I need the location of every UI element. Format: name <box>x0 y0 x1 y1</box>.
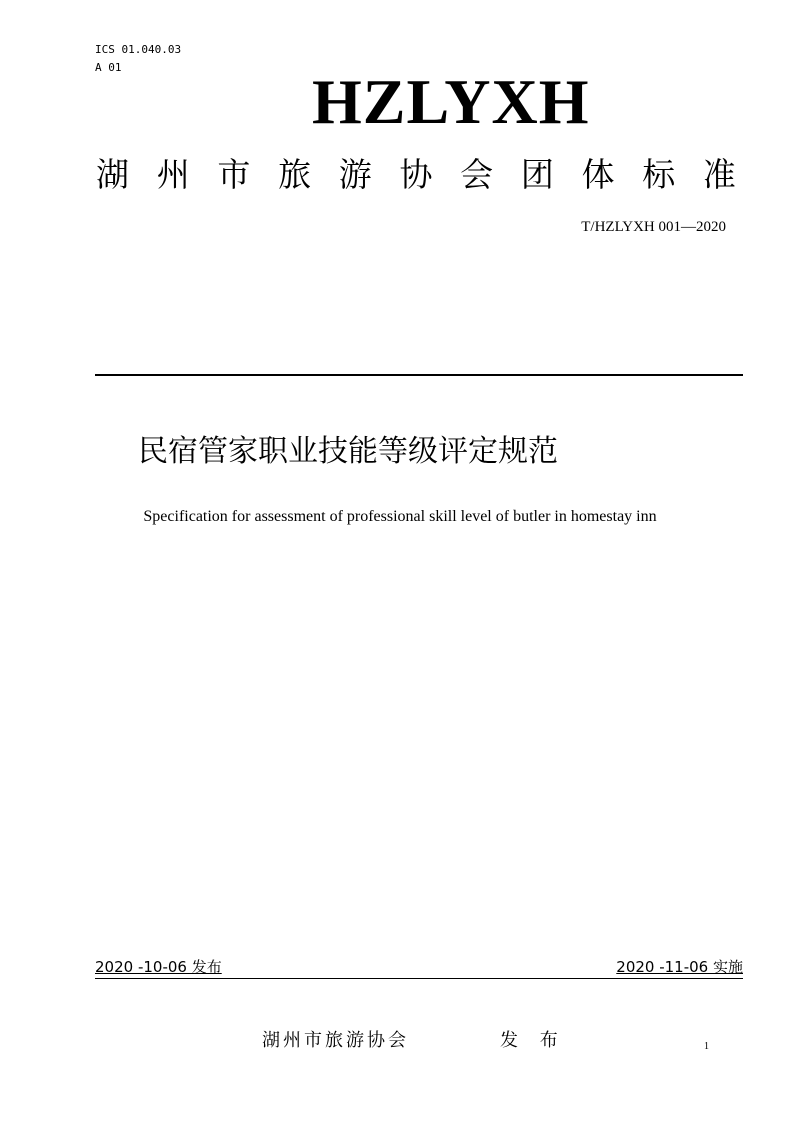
classification-code: A 01 <box>95 61 122 74</box>
page-number: 1 <box>704 1041 709 1052</box>
title-char: 体 <box>581 155 615 194</box>
publisher-name: 湖州市旅游协会 <box>262 1030 409 1051</box>
document-title-text: 民宿管家职业技能等级评定规范 <box>138 434 558 469</box>
title-char: 游 <box>338 155 372 194</box>
association-standard-title <box>96 150 736 200</box>
implementation-date: 2020 -11-06 实施 <box>616 958 743 976</box>
ics-code: ICS 01.040.03 <box>95 43 182 56</box>
title-char: 州 <box>156 155 190 194</box>
bottom-divider <box>95 978 743 979</box>
title-char: 会 <box>460 155 494 194</box>
title-char: 标 <box>642 155 676 194</box>
document-title <box>0 430 800 474</box>
top-divider <box>95 374 743 376</box>
title-char: 湖 <box>96 155 129 194</box>
title-char: 准 <box>702 155 736 194</box>
title-char: 旅 <box>278 155 312 194</box>
title-char: 团 <box>520 155 554 194</box>
title-char: 协 <box>399 155 433 194</box>
publish-label: 发 布 <box>500 1030 566 1051</box>
title-char: 市 <box>217 155 251 194</box>
issue-date: 2020 -10-06 发布 <box>95 958 222 976</box>
association-logo-text: HZLYXH <box>312 66 590 137</box>
document-subtitle: Specification for assessment of professional skill level of butler in homestay inn <box>143 508 657 525</box>
standard-code: T/HZLYXH 001—2020 <box>581 219 726 235</box>
